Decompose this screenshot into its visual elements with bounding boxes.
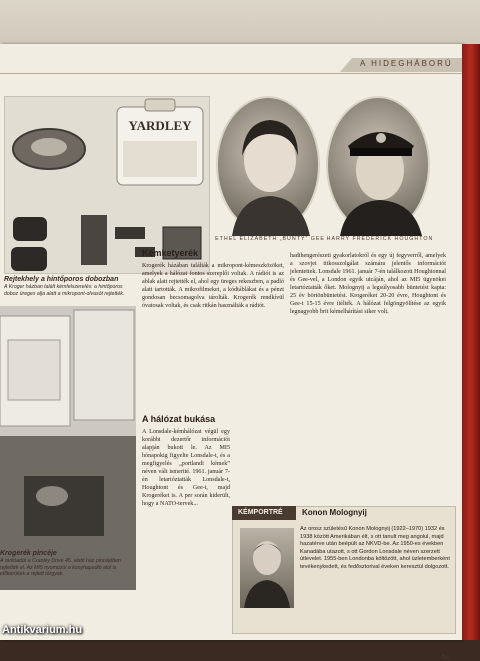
section2-text: A Lonsdale-kémhálózat végül egy korábbi dezertőr információi alapján bukott le. Az MI5 hónapokig figyelte Lonsdale-t, és a megfigyelés „portlandi kémek” néven vált ismertté. 1961. január 7-én letartóztatták Lonsdale-t, Houghtont és Gee-t, majd Krogeréket is. A per során kiderült, hogy a NATO-tervek... <box>142 429 230 508</box>
section-header: A HIDEGHÁBORÚ <box>360 59 453 68</box>
caption-photo1-title: Rejtekhely a hintőporos dobozban <box>4 276 119 283</box>
caption-photo2-title: Krogerék pincéje <box>0 550 57 557</box>
book-cover-edge <box>462 44 480 640</box>
page-number: 51 <box>442 654 450 661</box>
column3-text: hadihengerészeti gyakorlatokról és egy új fegyverről, amelyek a szovjet titkosszolgálat számára jelentős információt jelentettek. Lonsdale 1961. január 7-én találkozott Houghtonnal és Gee-vel, a London egyik utcáján, ahol az MI5 ügynökei letartóztatták őket. Molognyij a legsúlyosabb büntetést kapta: 25 év börtönbüntetést. Krogeréket 20-20 évre, Houghtont és Gee-t 15-15 évre ítélték. A hálózat felgöngyölítése az egyik legnagyobb brit kémelhárítási siker volt. <box>290 253 446 316</box>
portrait-woman-photo <box>218 98 322 236</box>
book-spine-top <box>0 0 480 48</box>
header-rule <box>0 73 462 74</box>
caption-photo2 <box>0 550 132 578</box>
portre-text: Az orosz születésű Konon Molognyij (1922–1970) 1932 és 1938 között Amerikában élt, s ott tanult meg angolul, majd hazatérve után beépült az NKVD-be. Az 1950-es években Kanadába utazott, s ott Gordon Lonsdale néven szerzett útlevelet. 1955-ben Londonba költözött, ahol üzletemberként tevékenykedett, és fedősztorival éveken keresztül dolgozott. <box>300 526 450 570</box>
heading-kemketyerek: Kémketyerék <box>142 248 199 258</box>
portrait-ethel-gee <box>216 96 320 234</box>
caption-photo2-body: A rádióadót a Cranley Drive 45. alatti ház pincéjében rejtették el. Az MI5 nyomozói a konyhapadló alól is előkerültek a rejtett tárgyak. <box>0 558 121 577</box>
molognyij-photo <box>240 528 294 608</box>
portrait-ethel-gee-name: ETHEL ELIZABETH „BUNTY” GEE <box>215 236 325 242</box>
portre-photo <box>240 528 294 608</box>
portre-tag: KÉMPORTRÉ <box>232 506 296 520</box>
yardley-label: YARDLEY <box>128 118 192 133</box>
kitchen-illustration <box>0 306 136 590</box>
portrait-harry-houghton <box>326 96 430 234</box>
portrait-harry-houghton-name: HARRY FREDERICK HOUGHTON <box>326 236 434 242</box>
book-page <box>0 44 462 661</box>
caption-photo1-body: A Kroger házban talált kémfelszerelés: a hintőporos doboz üreges alja alatt a mikropont-olvasót rejtették. <box>4 284 125 297</box>
caption-photo1 <box>4 276 132 297</box>
heading-halozat-bukasa: A hálózat bukása <box>142 414 216 424</box>
photo-kitchen-cellar <box>0 306 136 590</box>
portre-name: Konon Molognyij <box>302 508 367 517</box>
section1-text: Krogerék házában találták a mikropont-kémeszközöket, amelyek a hálózat fontos szereplői voltak. A rádiót is az ablak alatt rejtették el, ahol egy üreges rekeszben, a padló alatt tartották. A mikrofilmeket, a kódtáblákat és a pénzt gondosan becsomagolva tárolták. Krogerék rendkívül óvatosak voltak, és csak ritkán használták a rádiót. <box>142 263 284 310</box>
portrait-man-photo <box>328 98 432 236</box>
watermark: Antikvarium.hu <box>2 624 83 636</box>
header-triangle <box>340 58 352 72</box>
